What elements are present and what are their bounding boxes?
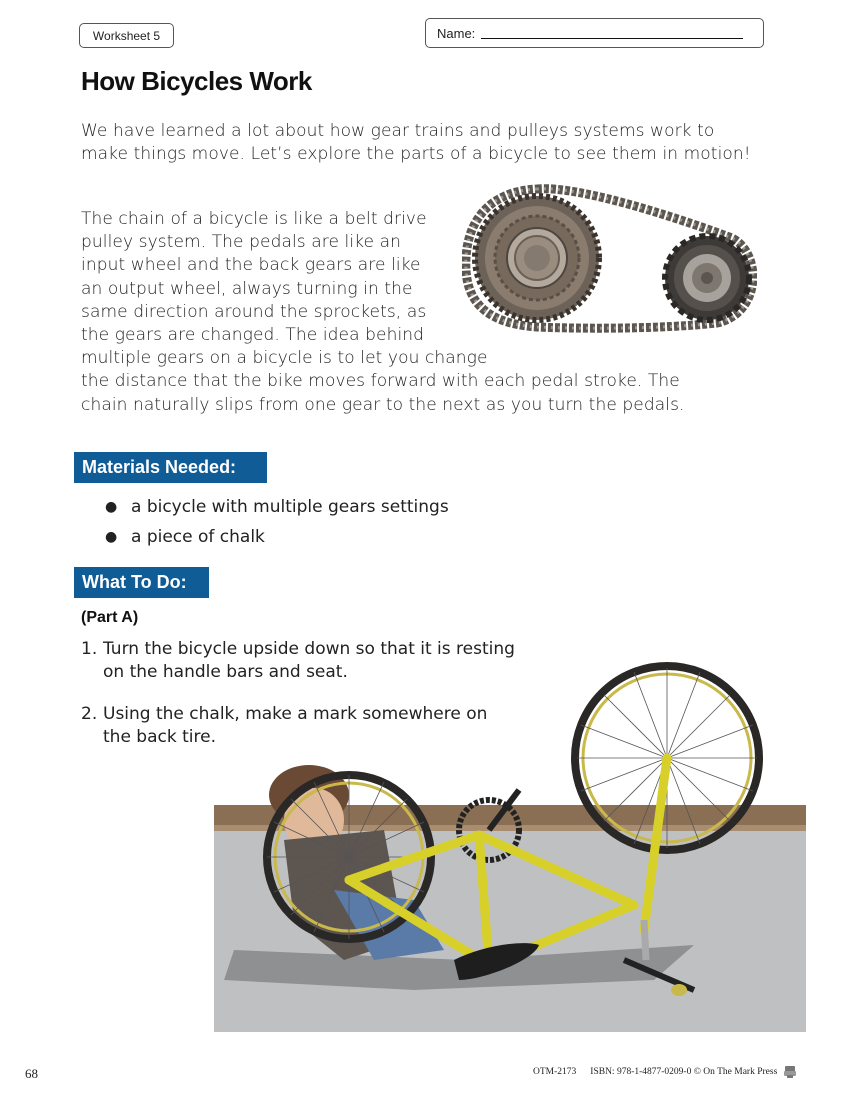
step-text: Turn the bicycle upside down so that it is resting [103, 639, 515, 659]
upside-down-bicycle-image [214, 660, 806, 1032]
list-item [105, 492, 449, 522]
material-text: a piece of chalk [131, 527, 265, 547]
name-field[interactable] [425, 18, 764, 48]
paragraph-line: The chain of a bicycle is like a belt drive [81, 209, 427, 229]
step-number: 1. [81, 639, 98, 659]
paragraph-line: the distance that the bike moves forward with each pedal stroke. The [81, 371, 680, 392]
chain-sprockets-image [462, 183, 757, 333]
paragraph-line: an output wheel, always turning in the [81, 278, 413, 299]
bullet-icon: ● [105, 529, 118, 545]
product-code: OTM-2173 [533, 1067, 577, 1077]
step-text-continued: the back tire. [103, 727, 216, 747]
step-text-continued: on the handle bars and seat. [103, 662, 348, 682]
page-number: 68 [25, 1066, 38, 1081]
paragraph-line: same direction around the sprockets, as [81, 301, 427, 322]
paragraph-line: pulley system. The pedals are like an [81, 232, 402, 253]
worksheet-label: Worksheet 5 [79, 23, 174, 48]
intro-paragraph: We have learned a lot about how gear trains and pulleys systems work to make things move. Let’s explore the parts of a bicycle to see them in motion! [81, 121, 751, 165]
list-item [105, 522, 449, 552]
footer-credit [533, 1065, 797, 1079]
step-number: 2. [81, 704, 98, 724]
isbn-copyright: ISBN: 978-1-4877-0209-0 © On The Mark Press [590, 1067, 778, 1077]
name-label: Name: [437, 25, 476, 41]
step-text: Using the chalk, make a mark somewhere on [103, 704, 488, 724]
part-label: (Part A) [81, 609, 139, 626]
paragraph-line: the gears are changed. The idea behind [81, 325, 425, 346]
bullet-icon: ● [105, 499, 118, 515]
materials-heading: Materials Needed: [74, 452, 267, 483]
material-text: a bicycle with multiple gears settings [131, 497, 449, 517]
name-write-line[interactable] [481, 38, 743, 39]
materials-list [105, 492, 449, 552]
paragraph-line: chain naturally slips from one gear to the next as you turn the pedals. [81, 394, 685, 415]
page-title: How Bicycles Work [81, 66, 312, 96]
paragraph-line: input wheel and the back gears are like [81, 255, 421, 276]
publisher-logo-icon [783, 1065, 797, 1079]
paragraph-line: multiple gears on a bicycle is to let you change [81, 348, 488, 369]
what-to-do-heading: What To Do: [74, 567, 209, 598]
